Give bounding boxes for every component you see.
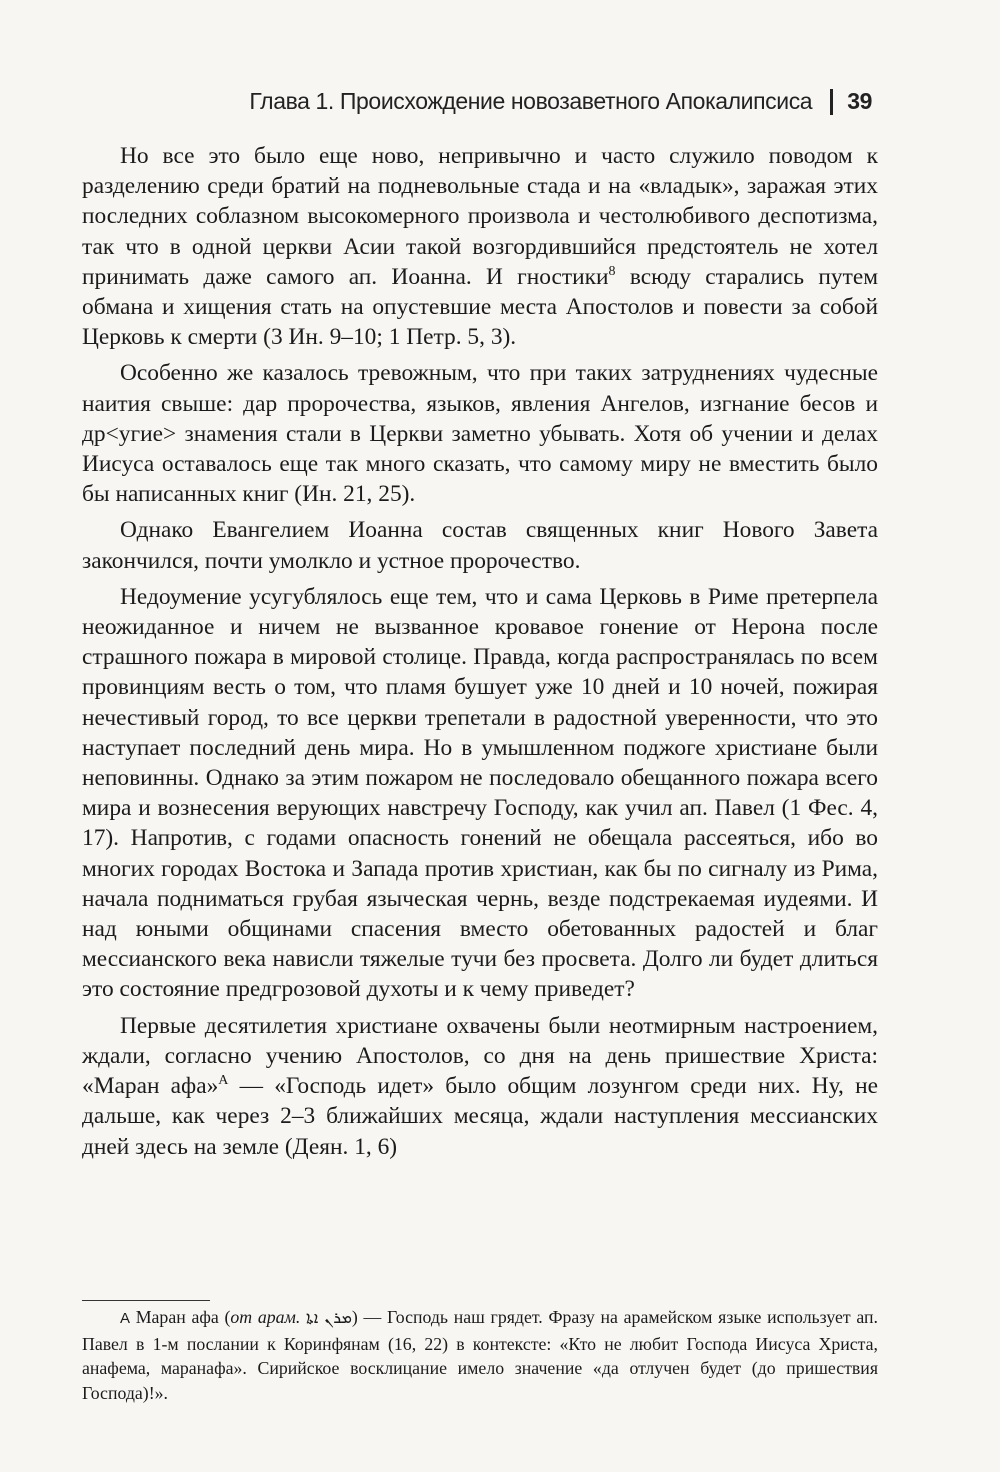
paragraph-1 (82, 141, 878, 352)
footnote-a (82, 1305, 878, 1405)
paragraph-1-part-1: Но все это было еще ново, непривычно и часто служило поводом к разделению среди братий на подневольные стада и на «владык», заражая этих последних соблазном высокомерного произвола и честолюбивого деспотизма, так что в одной церкви Асии такой возгордившийся предстоятель не хотел принимать даже самого ап. Иоанна. И гностики (82, 143, 878, 290)
footnote-ref-a: A (218, 1073, 229, 1089)
footnote-origin-label: от арам. (230, 1307, 301, 1327)
paragraph-1-part-2: всюду старались путем обмана и хищения стать на опустевшие места Апостолов и повести за собой Церковь к смерти (3 Ин. 9–10; 1 Петр. 5, 3). (82, 263, 878, 351)
header-divider (830, 89, 833, 115)
paragraph-3: Однако Евангелием Иоанна состав священных книг Нового Завета закончился, почти умолкло и устное пророчество. (82, 517, 878, 574)
paragraph-5 (82, 1011, 878, 1162)
running-header (249, 88, 872, 115)
footnote-term: Маран афа ( (130, 1307, 231, 1327)
paragraph-4: Недоумение усугублялось еще тем, что и сама Церковь в Риме претерпела неожиданное и ничем не вызванное кровавое гонение от Нерона после страшного пожара в мировой столице. Правда, когда распространялась по всем провинциям весть о том, что пламя бушует уже 10 дней и 10 ночей, пожирая нечестивый город, то все церкви трепетали в радостной уверенности, что это наступает последний день мира. Но в умышленном поджоге христиане были неповинны. Однако за этим пожаром не последовало обещанного пожара всего мира и вознесения верующих навстречу Господу, как учил ап. Павел (1 Фес. 4, 17). Напротив, с годами опасность гонений не обещала рассеяться, ибо во многих городах Востока и Запада против христиан, как бы по сигналу из Рима, начала подниматься грубая языческая чернь, везде подстрекаемая иудеями. И над юными общинами спасения вместо обетованных радостей и благ мессианского века нависли тяжелые тучи без просвета. Долго ли будет длиться это состояние предгрозовой духоты и к чему приведет? (82, 583, 878, 1003)
footnote-marker: A (120, 1310, 131, 1327)
paragraph-2: Особенно же казалось тревожным, что при таких затруднениях чудесные наития свыше: дар пророчества, языков, явления Ангелов, изгнание бесов и др<угие> знамения стали в Церкви заметно убывать. Хотя об учении и делах Иисуса оставалось еще так много сказать, что самому миру не вместить было бы написанных книг (Ин. 21, 25). (82, 360, 878, 508)
footnote-text: ) — Господь наш грядет. Фразу на арамейском языке использует ап. Павел в 1-м послании к Коринфянам (16, 22) в контексте: «Кто не любит Господа Иисуса Христа, анафема, маранафа». Сирийское восклицание имело значение «да отлучен будет (до пришествия Господа)!». (82, 1307, 878, 1403)
paragraph-5-part-1: Первые десятилетия христиане охвачены были неотмирным настроением, ждали, согласно учению Апостолов, со дня на день пришествие Христа: «Маран афа» (82, 1012, 878, 1100)
page-number: 39 (847, 88, 872, 114)
main-text (82, 141, 878, 1168)
chapter-title: Глава 1. Происхождение новозаветного Апокалипсиса (249, 88, 813, 114)
footnote-aramaic-text: ܡܪܢ ܐܬܐ (306, 1308, 352, 1327)
footnote-ref-8: 8 (608, 263, 616, 279)
paragraph-5-part-2: — «Господь идет» было общим лозунгом среди них. Ну, не дальше, как через 2–3 ближайших месяца, ждали наступления мессианских дней здесь на земле (Деян. 1, 6) (82, 1073, 878, 1160)
footnote-divider (82, 1300, 210, 1301)
